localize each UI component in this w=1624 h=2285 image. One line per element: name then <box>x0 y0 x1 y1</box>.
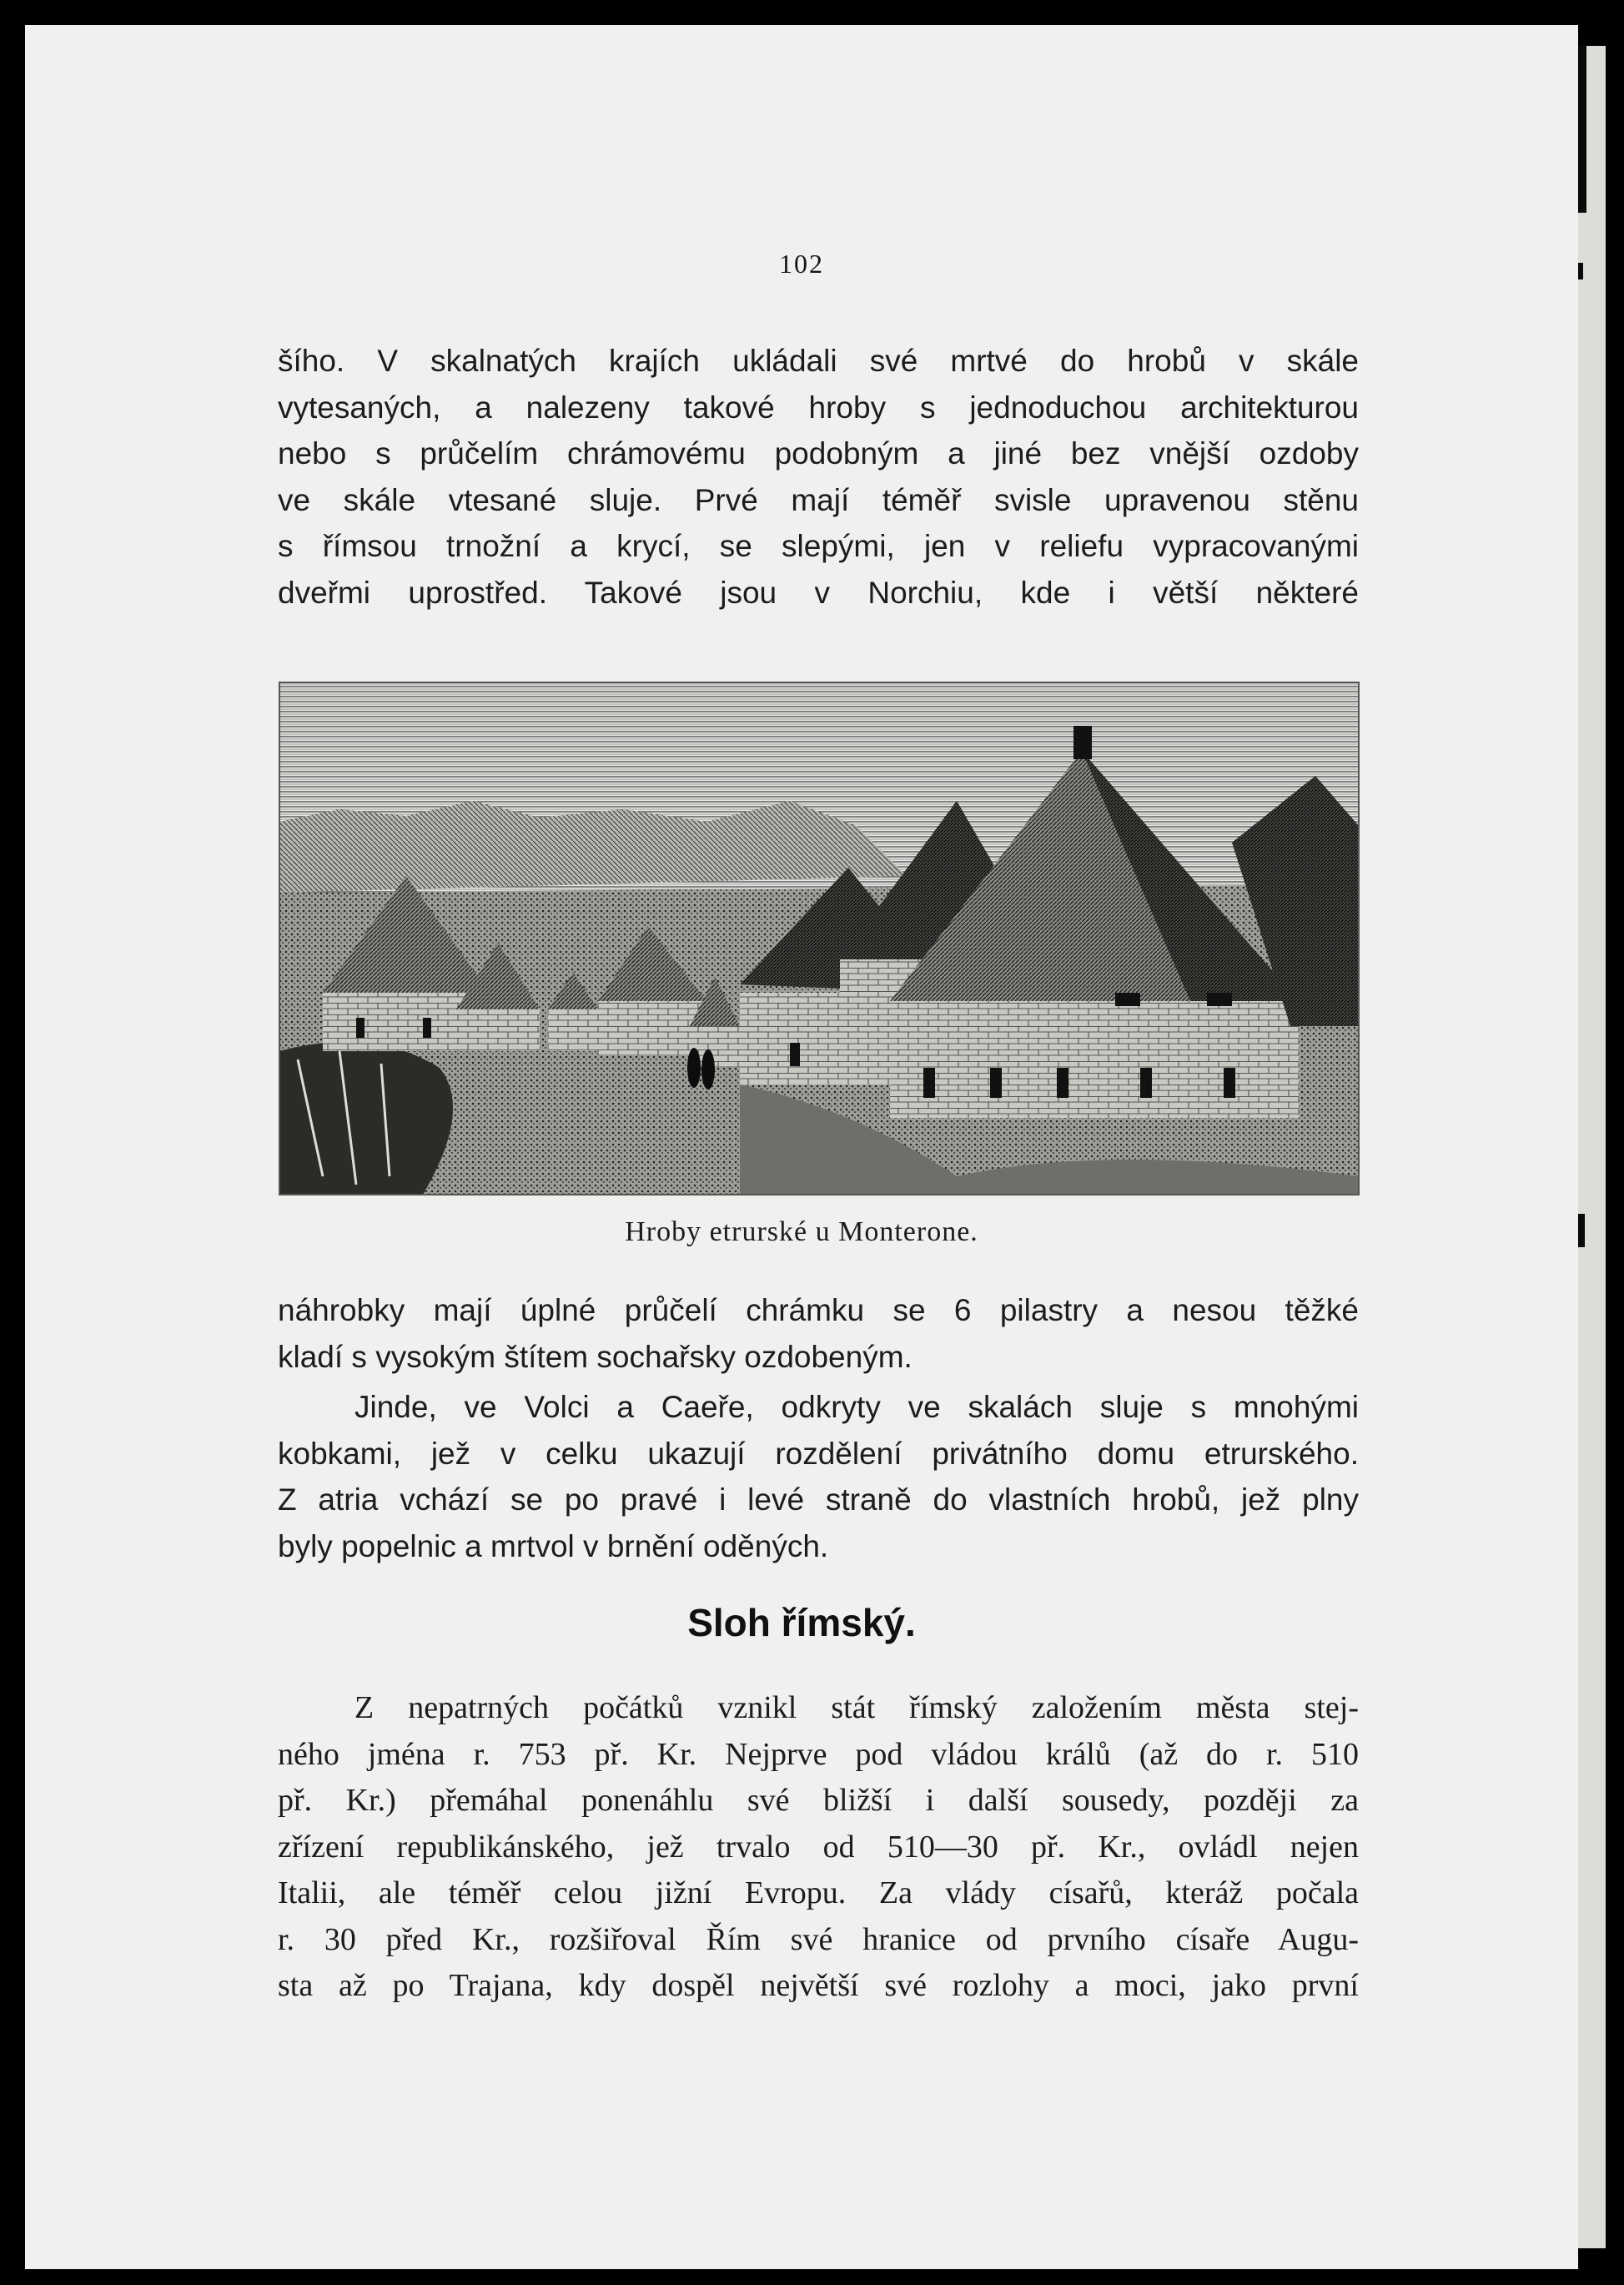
scanned-page <box>25 25 1578 2269</box>
next-page-edge <box>1578 46 1606 2248</box>
text-line: ve skále vtesané sluje. Prvé mají téměř svisle upravenou stěnu <box>278 482 1359 517</box>
text-line: kladí s vysokým štítem sochařsky ozdobeným. <box>278 1339 913 1374</box>
text-line: kobkami, jež v celku ukazují rozdělení privátního domu etrurského. <box>278 1436 1359 1471</box>
text-line: nebo s průčelím chrámovému podobným a jiné bez vnější ozdoby <box>278 436 1359 471</box>
paragraph-1 <box>278 338 1359 616</box>
text-line: Jinde, ve Volci a Caeře, odkryty ve skalách sluje s mnohými <box>354 1390 1359 1424</box>
page-number: 102 <box>779 249 824 279</box>
text-line: Z atria vchází se po pravé i levé straně do vlastních hrobů, jež plny <box>278 1482 1359 1517</box>
text-line: s římsou trnožní a krycí, se slepými, jen v reliefu vypracovanými <box>278 529 1359 563</box>
paragraph-2 <box>278 1287 1359 1380</box>
paragraph-4 <box>278 1685 1359 2010</box>
paragraph-3 <box>278 1384 1359 1569</box>
text-line: vytesaných, a nalezeny takové hroby s jednoduchou architekturou <box>278 390 1359 425</box>
text-line: byly popelnic a mrtvol v brnění oděných. <box>278 1528 829 1563</box>
text-line: Z nepatrných počátků vznikl stát římský založením města stej- <box>354 1690 1359 1725</box>
text-line: zřízení republikánského, jež trvalo od 510—30 př. Kr., ovládl nejen <box>278 1829 1359 1865</box>
text-line: ného jména r. 753 př. Kr. Nejprve pod vládou králů (až do r. 510 <box>278 1736 1359 1772</box>
text-line: šího. V skalnatých krajích ukládali své mrtvé do hrobů v skále <box>278 344 1359 378</box>
text-line: př. Kr.) přemáhal ponenáhlu své bližší i další sousedy, později za <box>278 1783 1359 1818</box>
text-line: sta až po Trajana, kdy dospěl největší své rozlohy a moci, jako první <box>278 1968 1359 2003</box>
text-line: dveřmi uprostřed. Takové jsou v Norchiu, kde i větší některé <box>278 575 1359 610</box>
text-line: náhrobky mají úplné průčelí chrámku se 6 pilastry a nesou těžké <box>278 1293 1359 1327</box>
etruscan-tombs-engraving <box>273 676 1365 1201</box>
text-line: r. 30 před Kr., rozšiřoval Řím své hranice od prvního císaře Augu- <box>278 1921 1359 1957</box>
text-line: Italii, ale téměř celou jižní Evropu. Za vlády císařů, kteráž počala <box>278 1875 1359 1910</box>
figure-caption: Hroby etrurské u Monterone. <box>625 1216 978 1247</box>
section-heading: Sloh římský. <box>687 1601 916 1644</box>
